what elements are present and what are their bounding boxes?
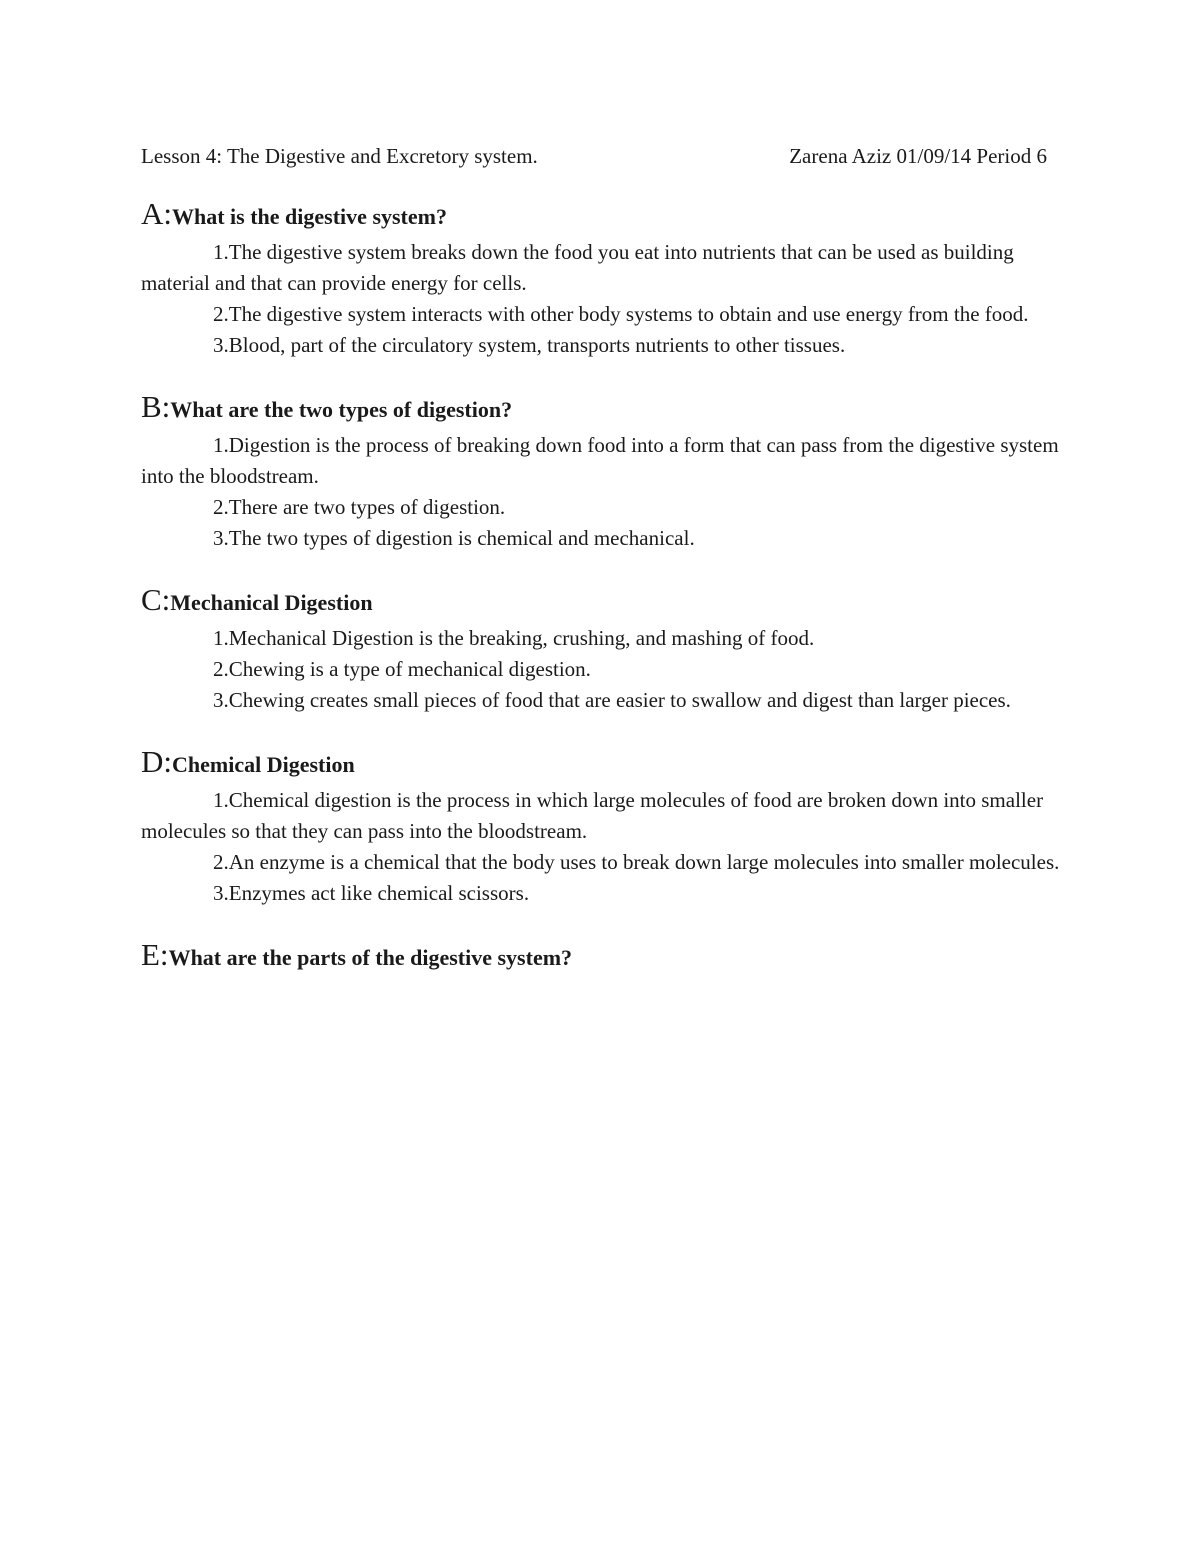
section-item: 3.Blood, part of the circulatory system, transports nutrients to other tissues. xyxy=(213,333,846,357)
student-info: Zarena Aziz 01/09/14 Period 6 xyxy=(789,144,1047,168)
section-letter: A: xyxy=(141,196,172,231)
section-item: 3.Chewing creates small pieces of food that are easier to swallow and digest than larger pieces. xyxy=(213,688,1011,712)
section-letter: E: xyxy=(141,937,169,972)
section-item: 2.There are two types of digestion. xyxy=(213,495,506,519)
section-e xyxy=(141,935,1061,978)
section-item: 3.Enzymes act like chemical scissors. xyxy=(213,881,530,905)
section-item: 1.Digestion is the process of breaking down food into a form that can pass from the digestive system into the bloodstream. xyxy=(141,433,1059,488)
section-title: What are the two types of digestion? xyxy=(170,397,513,422)
section-item: 1.Mechanical Digestion is the breaking, crushing, and mashing of food. xyxy=(213,626,815,650)
section-letter: D: xyxy=(141,744,172,779)
section-heading xyxy=(141,580,1061,623)
section-heading xyxy=(141,194,1061,237)
section-item: 3.The two types of digestion is chemical and mechanical. xyxy=(213,526,695,550)
lesson-title: Lesson 4: The Digestive and Excretory system. xyxy=(141,144,538,168)
document-header xyxy=(141,140,1047,172)
section-heading xyxy=(141,387,1061,430)
section-item: 1.Chemical digestion is the process in which large molecules of food are broken down into smaller molecules so that they can pass into the bloodstream. xyxy=(141,788,1044,843)
section-letter: B: xyxy=(141,389,171,424)
section-title: What is the digestive system? xyxy=(172,204,447,229)
section-title: Chemical Digestion xyxy=(172,752,355,777)
section-c xyxy=(141,580,1061,716)
section-title: Mechanical Digestion xyxy=(170,590,373,615)
section-a xyxy=(141,194,1061,361)
section-heading xyxy=(141,742,1061,785)
section-b xyxy=(141,387,1061,554)
section-item: 2.An enzyme is a chemical that the body uses to break down large molecules into smaller molecules. xyxy=(213,850,1060,874)
section-d xyxy=(141,742,1061,909)
section-item: 2.The digestive system interacts with other body systems to obtain and use energy from the food. xyxy=(213,302,1029,326)
section-item: 1.The digestive system breaks down the food you eat into nutrients that can be used as building material and that can provide energy for cells. xyxy=(141,240,1014,295)
section-item: 2.Chewing is a type of mechanical digestion. xyxy=(213,657,591,681)
section-letter: C: xyxy=(141,582,171,617)
document-page xyxy=(141,140,1061,978)
section-title: What are the parts of the digestive system? xyxy=(168,945,573,970)
section-heading xyxy=(141,935,1061,978)
